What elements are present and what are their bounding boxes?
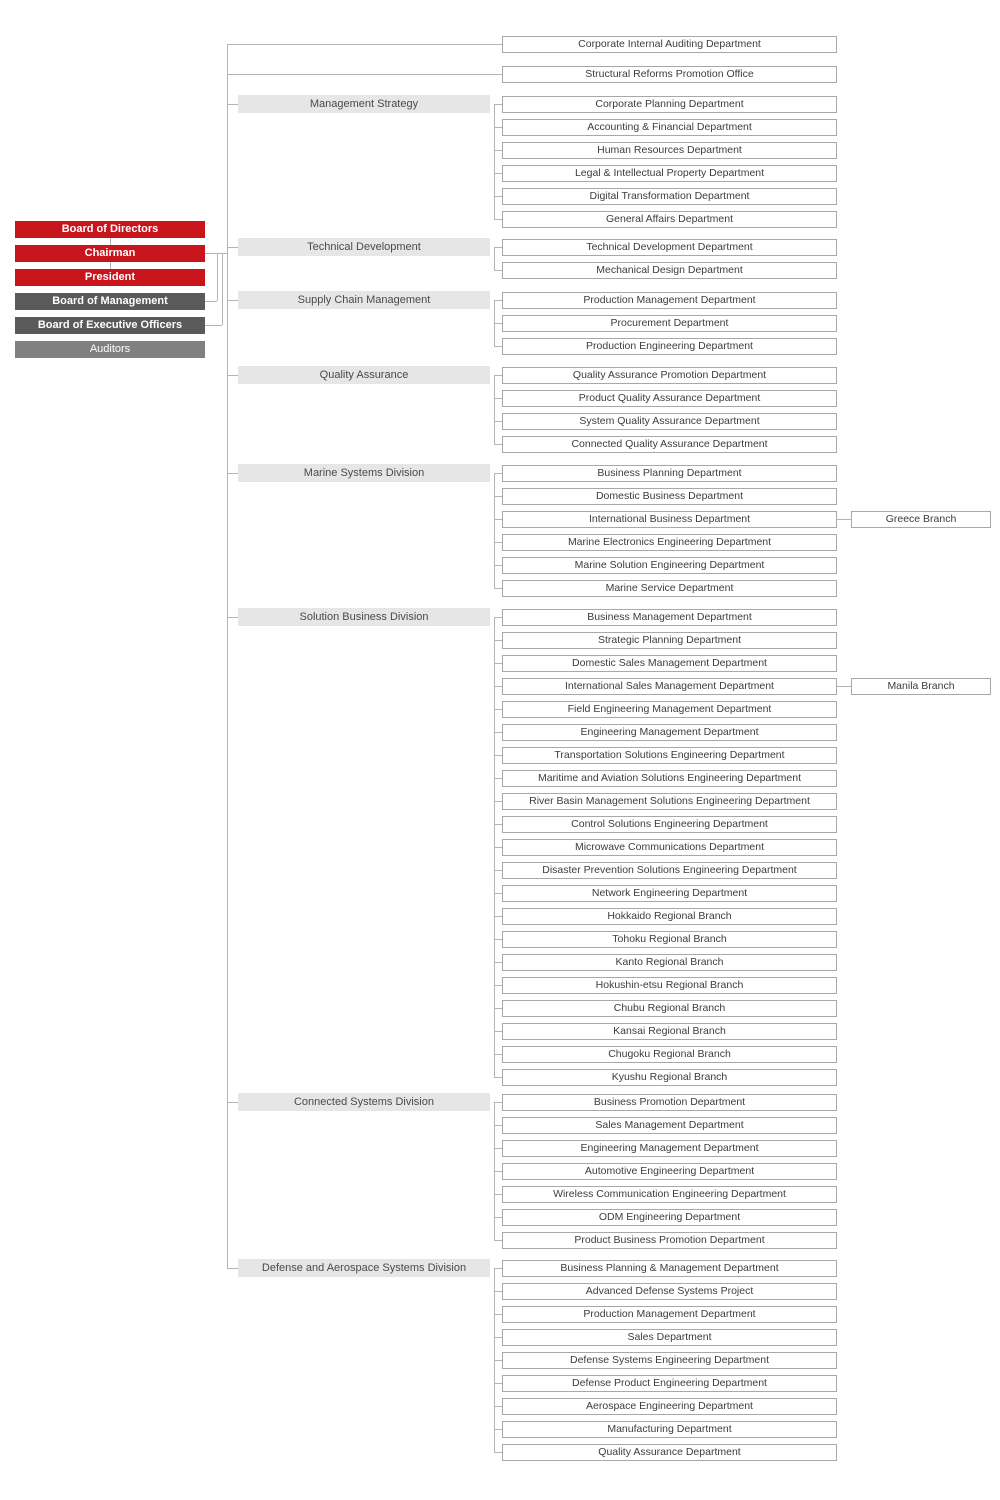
department-box: Business Management Department: [502, 609, 837, 626]
department-box: Quality Assurance Department: [502, 1444, 837, 1461]
department-connector: [494, 1148, 502, 1149]
beo-riser-line: [222, 253, 223, 325]
department-connector: [494, 219, 502, 220]
department-connector: [494, 173, 502, 174]
department-box: Microwave Communications Department: [502, 839, 837, 856]
department-connector: [494, 104, 502, 105]
department-box: Technical Development Department: [502, 239, 837, 256]
exec-block-board-of-directors: Board of Directors: [15, 221, 205, 238]
department-box: General Affairs Department: [502, 211, 837, 228]
division-label-solution-business-division: Solution Business Division: [238, 608, 490, 626]
department-connector: [494, 1054, 502, 1055]
department-box: Transportation Solutions Engineering Department: [502, 747, 837, 764]
department-connector: [494, 640, 502, 641]
direct-report-connector: [227, 74, 502, 75]
department-box: Corporate Planning Department: [502, 96, 837, 113]
department-rail: [494, 375, 495, 444]
department-box: Accounting & Financial Department: [502, 119, 837, 136]
department-connector: [494, 127, 502, 128]
department-box: Advanced Defense Systems Project: [502, 1283, 837, 1300]
department-box: Kyushu Regional Branch: [502, 1069, 837, 1086]
division-label-technical-development: Technical Development: [238, 238, 490, 256]
department-rail: [494, 473, 495, 588]
department-box: Mechanical Design Department: [502, 262, 837, 279]
department-box: Quality Assurance Promotion Department: [502, 367, 837, 384]
department-box: Legal & Intellectual Property Department: [502, 165, 837, 182]
department-box: Marine Service Department: [502, 580, 837, 597]
department-box: Engineering Management Department: [502, 724, 837, 741]
department-box: Aerospace Engineering Department: [502, 1398, 837, 1415]
department-box: Engineering Management Department: [502, 1140, 837, 1157]
department-box: Product Business Promotion Department: [502, 1232, 837, 1249]
department-box: Chubu Regional Branch: [502, 1000, 837, 1017]
department-box: Defense Product Engineering Department: [502, 1375, 837, 1392]
department-box: Business Planning & Management Department: [502, 1260, 837, 1277]
department-connector: [494, 247, 502, 248]
department-box: Automotive Engineering Department: [502, 1163, 837, 1180]
department-rail: [494, 300, 495, 346]
department-box: Procurement Department: [502, 315, 837, 332]
branch-box: Manila Branch: [851, 678, 991, 695]
department-box: Chugoku Regional Branch: [502, 1046, 837, 1063]
department-box: Product Quality Assurance Department: [502, 390, 837, 407]
department-box: Kansai Regional Branch: [502, 1023, 837, 1040]
division-connector: [227, 300, 238, 301]
exec-block-chairman: Chairman: [15, 245, 205, 262]
department-connector: [494, 565, 502, 566]
department-box: International Business Department: [502, 511, 837, 528]
department-connector: [494, 1031, 502, 1032]
exec-stack-connector: [110, 238, 111, 245]
department-connector: [494, 323, 502, 324]
department-connector: [494, 1360, 502, 1361]
department-connector: [494, 542, 502, 543]
department-connector: [494, 1452, 502, 1453]
department-connector: [494, 1429, 502, 1430]
department-box: Disaster Prevention Solutions Engineering Department: [502, 862, 837, 879]
exec-block-board-of-executive-officers: Board of Executive Officers: [15, 317, 205, 334]
department-rail: [494, 104, 495, 219]
department-connector: [494, 663, 502, 664]
department-connector: [494, 686, 502, 687]
department-connector: [494, 1008, 502, 1009]
department-connector: [494, 1077, 502, 1078]
chairman-to-spine: [205, 253, 227, 254]
department-connector: [494, 1194, 502, 1195]
department-box: Digital Transformation Department: [502, 188, 837, 205]
department-connector: [494, 1171, 502, 1172]
department-connector: [494, 270, 502, 271]
direct-report-box: Corporate Internal Auditing Department: [502, 36, 837, 53]
exec-block-auditors: Auditors: [15, 341, 205, 358]
division-connector: [227, 104, 238, 105]
department-connector: [494, 732, 502, 733]
department-connector: [494, 962, 502, 963]
department-box: Network Engineering Department: [502, 885, 837, 902]
department-box: Strategic Planning Department: [502, 632, 837, 649]
department-box: Production Engineering Department: [502, 338, 837, 355]
board-of-executive-officers-to-branch: [205, 325, 222, 326]
department-box: Domestic Business Department: [502, 488, 837, 505]
department-connector: [494, 916, 502, 917]
division-label-marine-systems-division: Marine Systems Division: [238, 464, 490, 482]
main-spine: [227, 44, 228, 1268]
department-box: Wireless Communication Engineering Department: [502, 1186, 837, 1203]
division-label-connected-systems-division: Connected Systems Division: [238, 1093, 490, 1111]
department-rail: [494, 1268, 495, 1452]
division-connector: [227, 1102, 238, 1103]
direct-report-connector: [227, 44, 502, 45]
department-connector: [494, 709, 502, 710]
division-label-quality-assurance: Quality Assurance: [238, 366, 490, 384]
department-box: Human Resources Department: [502, 142, 837, 159]
department-rail: [494, 617, 495, 1077]
department-box: Field Engineering Management Department: [502, 701, 837, 718]
department-box: Kanto Regional Branch: [502, 954, 837, 971]
department-connector: [494, 496, 502, 497]
division-label-supply-chain-management: Supply Chain Management: [238, 291, 490, 309]
department-connector: [494, 375, 502, 376]
department-box: Manufacturing Department: [502, 1421, 837, 1438]
department-connector: [494, 473, 502, 474]
division-connector: [227, 375, 238, 376]
department-connector: [494, 847, 502, 848]
department-connector: [494, 1217, 502, 1218]
department-connector: [494, 1314, 502, 1315]
department-connector: [494, 1337, 502, 1338]
department-box: Defense Systems Engineering Department: [502, 1352, 837, 1369]
department-connector: [494, 870, 502, 871]
department-box: Tohoku Regional Branch: [502, 931, 837, 948]
department-box: Hokkaido Regional Branch: [502, 908, 837, 925]
department-connector: [494, 778, 502, 779]
department-box: ODM Engineering Department: [502, 1209, 837, 1226]
department-connector: [494, 519, 502, 520]
department-connector: [494, 1383, 502, 1384]
department-connector: [494, 150, 502, 151]
department-connector: [494, 1268, 502, 1269]
department-box: Production Management Department: [502, 1306, 837, 1323]
department-connector: [494, 1406, 502, 1407]
department-box: System Quality Assurance Department: [502, 413, 837, 430]
division-connector: [227, 247, 238, 248]
branch-box: Greece Branch: [851, 511, 991, 528]
department-box: Marine Solution Engineering Department: [502, 557, 837, 574]
division-connector: [227, 1268, 238, 1269]
department-connector: [494, 300, 502, 301]
board-of-management-to-branch: [205, 301, 217, 302]
direct-report-box: Structural Reforms Promotion Office: [502, 66, 837, 83]
department-connector: [494, 939, 502, 940]
branch-connector: [837, 686, 851, 687]
department-connector: [494, 893, 502, 894]
division-label-management-strategy: Management Strategy: [238, 95, 490, 113]
department-connector: [494, 421, 502, 422]
department-connector: [494, 755, 502, 756]
department-connector: [494, 346, 502, 347]
department-box: Hokushin-etsu Regional Branch: [502, 977, 837, 994]
division-label-defense-and-aerospace-systems-division: Defense and Aerospace Systems Division: [238, 1259, 490, 1277]
department-box: Production Management Department: [502, 292, 837, 309]
department-connector: [494, 398, 502, 399]
division-connector: [227, 473, 238, 474]
department-box: Sales Management Department: [502, 1117, 837, 1134]
department-rail: [494, 1102, 495, 1240]
department-box: Control Solutions Engineering Department: [502, 816, 837, 833]
department-connector: [494, 1291, 502, 1292]
department-box: Maritime and Aviation Solutions Engineering Department: [502, 770, 837, 787]
division-connector: [227, 617, 238, 618]
bom-riser-line: [217, 253, 218, 301]
department-connector: [494, 1102, 502, 1103]
department-box: Connected Quality Assurance Department: [502, 436, 837, 453]
department-connector: [494, 196, 502, 197]
department-connector: [494, 1240, 502, 1241]
department-connector: [494, 588, 502, 589]
department-connector: [494, 801, 502, 802]
department-box: Sales Department: [502, 1329, 837, 1346]
department-box: Business Planning Department: [502, 465, 837, 482]
department-box: Marine Electronics Engineering Department: [502, 534, 837, 551]
department-connector: [494, 824, 502, 825]
department-rail: [494, 247, 495, 270]
exec-block-president: President: [15, 269, 205, 286]
department-connector: [494, 985, 502, 986]
department-box: River Basin Management Solutions Engineering Department: [502, 793, 837, 810]
department-box: Business Promotion Department: [502, 1094, 837, 1111]
department-connector: [494, 617, 502, 618]
department-box: Domestic Sales Management Department: [502, 655, 837, 672]
branch-connector: [837, 519, 851, 520]
exec-stack-connector: [110, 262, 111, 269]
department-connector: [494, 444, 502, 445]
department-connector: [494, 1125, 502, 1126]
department-box: International Sales Management Department: [502, 678, 837, 695]
exec-block-board-of-management: Board of Management: [15, 293, 205, 310]
